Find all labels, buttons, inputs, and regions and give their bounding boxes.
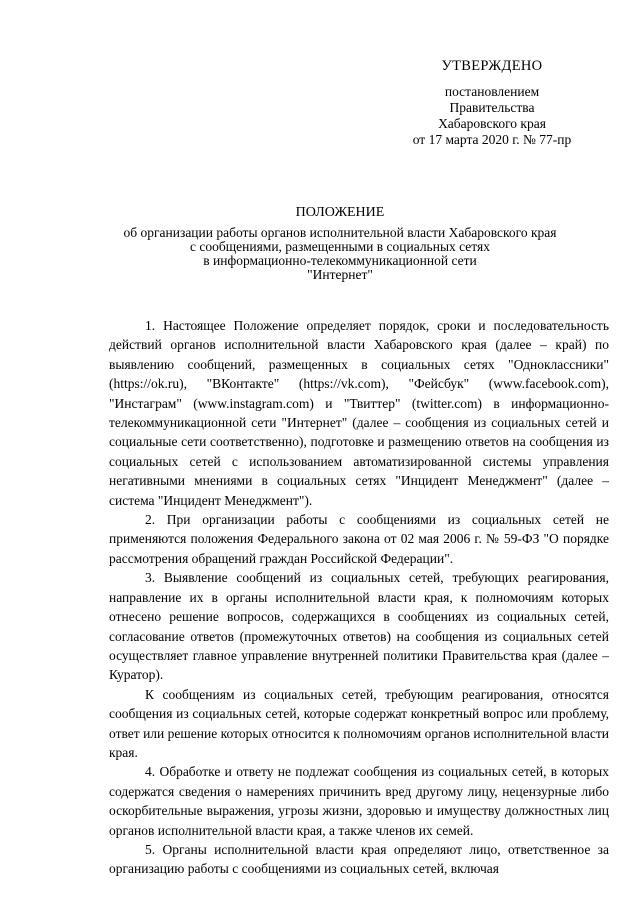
document-body	[109, 316, 609, 879]
paragraph-3-continued: К сообщениям из социальных сетей, требующим реагирования, относятся сообщения из социальных сетей, которые содержат конкретный вопрос или проблему, ответ или решение которых относится к полномочиям органов исполнительной власти края.	[109, 686, 609, 760]
approval-heading: УТВЕРЖДЕНО	[441, 58, 543, 74]
document-subtitle-line: "Интернет"	[307, 267, 373, 282]
approval-date-line: от 17 марта 2020 г. № 77-пр	[412, 132, 572, 147]
paragraph-2: 2. При организации работы с сообщениями из социальных сетей не применяются положения Федерального закона от 02 мая 2006 г. № 59-ФЗ "О порядке рассмотрения обращений граждан Российской Федерации".	[109, 512, 609, 566]
document-subtitle-line: с сообщениями, размещенными в социальных сетях	[190, 239, 490, 254]
document-subtitle-line: об организации работы органов исполнительной власти Хабаровского края	[123, 225, 557, 240]
document-subtitle-line: в информационно-телекоммуникационной сети	[203, 253, 477, 268]
paragraph-3: 3. Выявление сообщений из социальных сетей, требующих реагирования, направление их в органы исполнительной власти края, к полномочиям которых отнесено решение вопросов, содержащихся в сообщениях из социальных сетей, согласование ответов (промежуточных ответов) на сообщения из социальных сетей осуществляет главное управление внутренней политики Правительства края (далее – Куратор).	[109, 570, 609, 683]
approval-line-1: постановлением	[444, 84, 540, 99]
approval-stamp	[372, 58, 612, 148]
approval-line-3: Хабаровского края	[438, 116, 546, 131]
document-title: ПОЛОЖЕНИЕ	[295, 205, 385, 220]
paragraph-5: 5. Органы исполнительной власти края определяют лицо, ответственное за организацию работы с сообщениями из социальных сетей, включая	[109, 841, 609, 877]
paragraph-4: 4. Обработке и ответу не подлежат сообщения из социальных сетей, в которых содержатся сведения о намерениях причинить вред другому лицу, нецензурные либо оскорбительные выражения, угрозы жизни, здоровью и имуществу должностных лиц органов исполнительной власти края, а также членов их семей.	[109, 764, 609, 838]
paragraph-1: 1. Настоящее Положение определяет порядок, сроки и последовательность действий органов исполнительной власти Хабаровского края (далее – край) по выявлению сообщений, размещенных в социальных сетях "Одноклассники" (https://ok.ru), "ВКонтакте" (https://vk.com), "Фейсбук" (www.facebook.com), "Инстаграм" (www.instagram.com) и "Твиттер" (twitter.com) в информационно-телекоммуникационной сети "Интернет" (далее – сообщения из социальных сетей и социальные сети соответственно), подготовке и размещению ответов на сообщения из социальных сетей с использованием автоматизированной системы управления негативными мнениями в социальных сетях "Инцидент Менеджмент" (далее – система "Инцидент Менеджмент").	[109, 318, 609, 508]
approval-line-2: Правительства	[449, 100, 535, 115]
document-title-block	[90, 206, 590, 282]
